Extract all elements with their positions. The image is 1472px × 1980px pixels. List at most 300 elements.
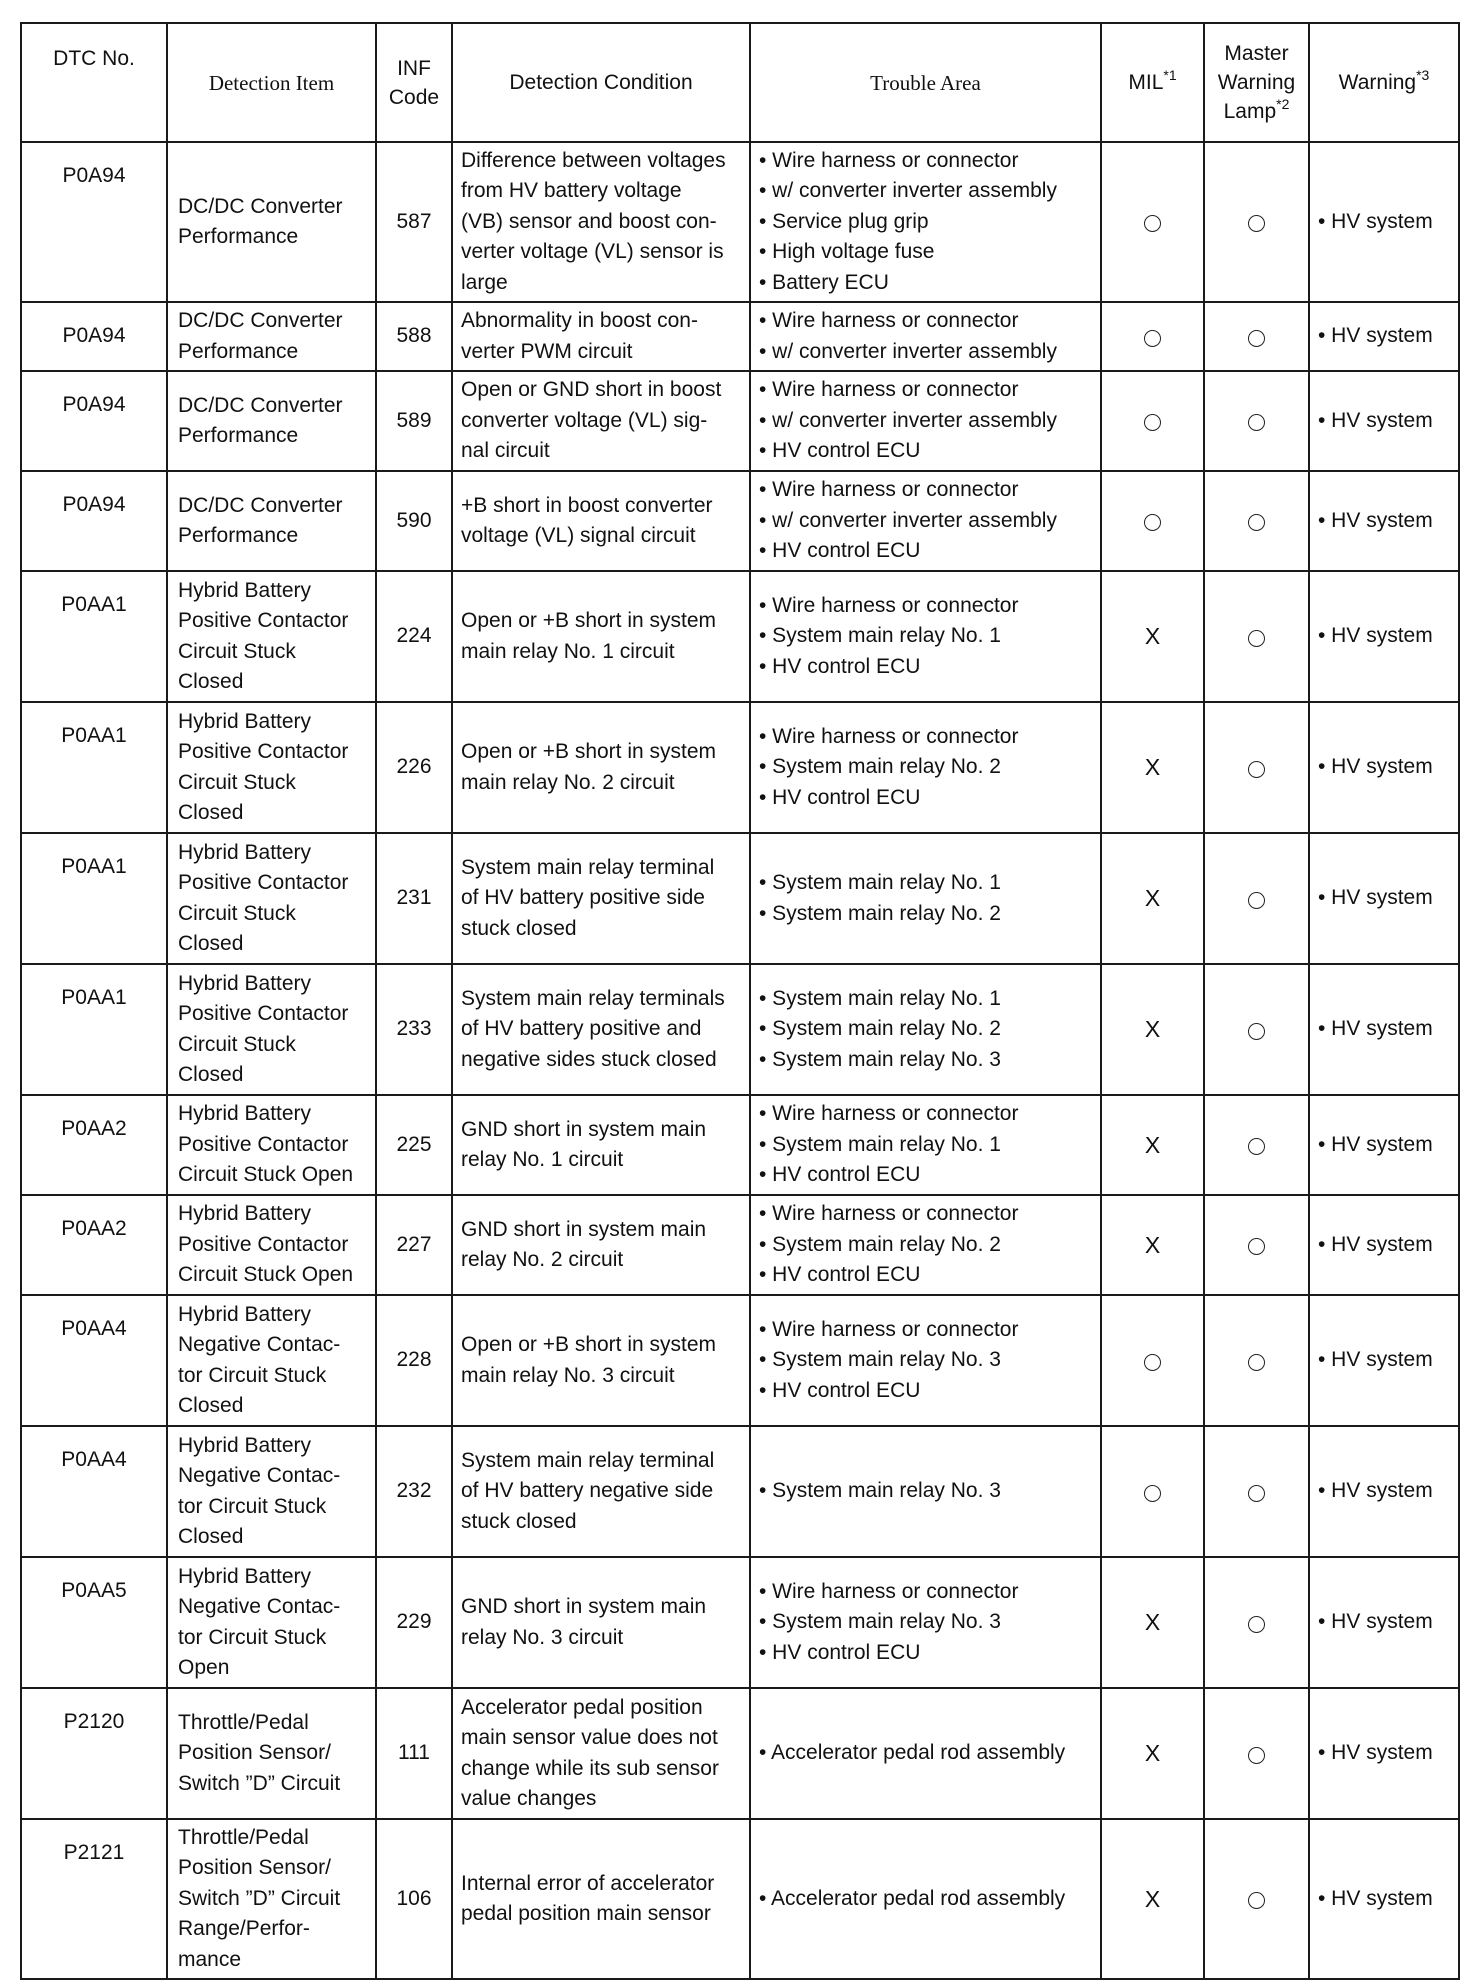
text-line: Performance [178,424,299,448]
mil-cell [1101,1819,1204,1979]
table-row [21,371,1459,471]
master-warning-circle-icon [1248,1747,1265,1764]
warning-cell [1309,833,1459,964]
header-warning-label: Warning [1338,70,1417,94]
text-line: System main relay terminals [461,986,725,1010]
table-row [21,1688,1459,1819]
warning-value: • HV system [1318,1610,1433,1634]
header-master-warning [1204,23,1309,142]
warning-cell [1309,1295,1459,1426]
master-warning-cell [1204,371,1309,471]
text-line: Performance [178,524,299,548]
detection-item-cell [167,1819,376,1979]
warning-cell [1309,142,1459,302]
text-line: Accelerator pedal position [461,1695,703,1719]
header-detection-condition: Detection Condition [452,23,750,142]
text-line: Closed [178,1524,244,1548]
text-line: Internal error of accelerator [461,1871,715,1895]
warning-value: • HV system [1318,886,1433,910]
mil-circle-icon [1144,330,1161,347]
text-line: (VB) sensor and boost con- [461,209,717,233]
text-line: GND short in system main [461,1595,707,1619]
dtc-table [20,22,1460,1980]
trouble-area-item: • Battery ECU [759,270,889,294]
master-warning-cell [1204,833,1309,964]
text-line: Hybrid Battery [178,709,312,733]
text-line: Throttle/Pedal [178,1710,309,1734]
text-line: Performance [178,339,299,363]
warning-value: • HV system [1318,1348,1433,1372]
header-master-note: *2 [1276,96,1290,112]
trouble-area-cell [750,964,1101,1095]
text-line: Throttle/Pedal [178,1826,309,1850]
detection-item-cell [167,1095,376,1195]
warning-value: • HV system [1318,1017,1433,1041]
mil-value: X [1144,1131,1161,1158]
trouble-area-item: • Wire harness or connector [759,1202,1019,1226]
detection-condition-cell [452,142,750,302]
header-row [21,23,1459,142]
trouble-area-item: • Wire harness or connector [759,724,1019,748]
text-line: relay No. 1 circuit [461,1148,624,1172]
inf-code-cell: 589 [376,371,452,471]
master-warning-cell [1204,571,1309,702]
detection-condition-cell [452,571,750,702]
inf-code-cell: 226 [376,702,452,833]
text-line: Closed [178,1062,244,1086]
dtc-cell: P0AA1 [21,571,167,702]
text-line: pedal position main sensor [461,1902,711,1926]
trouble-area-item: • System main relay No. 1 [759,624,1001,648]
warning-cell [1309,571,1459,702]
text-line: Open or +B short in system [461,609,717,633]
detection-condition-cell [452,1557,750,1688]
dtc-cell: P2121 [21,1819,167,1979]
dtc-cell: P0AA1 [21,964,167,1095]
warning-cell [1309,1819,1459,1979]
inf-code-cell: 588 [376,302,452,371]
text-line: Positive Contactor [178,871,349,895]
detection-condition-cell [452,371,750,471]
text-line: stuck closed [461,916,577,940]
text-line: value changes [461,1786,597,1810]
text-line: Position Sensor/ [178,1741,331,1765]
mil-circle-icon [1144,215,1161,232]
detection-condition-cell [452,302,750,371]
header-mil-note: *1 [1163,66,1177,83]
trouble-area-item: • High voltage fuse [759,240,935,264]
master-warning-circle-icon [1248,761,1265,778]
text-line: main relay No. 1 circuit [461,639,675,663]
warning-cell [1309,471,1459,571]
text-line: change while its sub sensor [461,1756,719,1780]
text-line: voltage (VL) signal circuit [461,524,696,548]
text-line: of HV battery positive side [461,886,705,910]
dtc-cell: P0AA1 [21,702,167,833]
trouble-area-item: • HV control ECU [759,1163,921,1187]
warning-cell [1309,1095,1459,1195]
detection-item-cell [167,471,376,571]
warning-cell [1309,1688,1459,1819]
trouble-area-item: • Wire harness or connector [759,309,1019,333]
text-line: Negative Contac- [178,1464,341,1488]
trouble-area-cell [750,1426,1101,1557]
text-line: System main relay terminal [461,855,715,879]
text-line: Hybrid Battery [178,1102,312,1126]
text-line: Positive Contactor [178,1132,349,1156]
trouble-area-item: • System main relay No. 3 [759,1047,1001,1071]
detection-condition-cell [452,1195,750,1295]
text-line: Hybrid Battery [178,971,312,995]
master-warning-circle-icon [1248,1485,1265,1502]
master-warning-cell [1204,1819,1309,1979]
warning-value: • HV system [1318,408,1433,432]
trouble-area-item: • HV control ECU [759,1263,921,1287]
text-line: Open or +B short in system [461,1333,717,1357]
text-line: relay No. 3 circuit [461,1625,624,1649]
trouble-area-item: • System main relay No. 2 [759,1017,1001,1041]
inf-code-cell: 590 [376,471,452,571]
master-warning-circle-icon [1248,1616,1265,1633]
inf-code-cell: 229 [376,1557,452,1688]
master-warning-cell [1204,302,1309,371]
header-master-label: Master Warning Lamp [1217,42,1296,123]
detection-condition-cell [452,1426,750,1557]
trouble-area-cell [750,471,1101,571]
detection-condition-cell [452,833,750,964]
detection-item-cell [167,142,376,302]
text-line: negative sides stuck closed [461,1047,717,1071]
table-row [21,702,1459,833]
master-warning-circle-icon [1248,1354,1265,1371]
detection-condition-cell [452,1295,750,1426]
text-line: Difference between voltages [461,149,726,172]
text-line: Circuit Stuck [178,1032,296,1056]
mil-cell [1101,1557,1204,1688]
detection-item-cell [167,1195,376,1295]
table-row [21,471,1459,571]
text-line: Hybrid Battery [178,840,312,864]
text-line: tor Circuit Stuck [178,1494,327,1518]
dtc-cell: P0AA2 [21,1095,167,1195]
inf-code-cell: 231 [376,833,452,964]
master-warning-cell [1204,142,1309,302]
mil-cell [1101,471,1204,571]
text-line: Switch ”D” Circuit [178,1771,341,1795]
header-dtc: DTC No. [21,23,167,142]
text-line: Closed [178,800,244,824]
text-line: Closed [178,931,244,955]
mil-value: X [1144,1231,1161,1258]
trouble-area-item: • Wire harness or connector [759,1579,1019,1603]
dtc-rows [21,142,1459,1979]
warning-value: • HV system [1318,1479,1433,1503]
text-line: Positive Contactor [178,609,349,633]
mil-circle-icon [1144,514,1161,531]
mil-cell [1101,1688,1204,1819]
dtc-cell: P0AA4 [21,1295,167,1426]
detection-condition-cell [452,471,750,571]
text-line: of HV battery positive and [461,1017,702,1041]
master-warning-circle-icon [1248,1138,1265,1155]
trouble-area-item: • w/ converter inverter assembly [759,508,1057,532]
detection-item-cell [167,702,376,833]
master-warning-cell [1204,1688,1309,1819]
inf-code-cell: 228 [376,1295,452,1426]
trouble-area-cell [750,1819,1101,1979]
trouble-area-item: • Wire harness or connector [759,1317,1019,1341]
text-line: Hybrid Battery [178,1202,312,1226]
detection-item-cell [167,1688,376,1819]
trouble-area-cell [750,702,1101,833]
inf-code-cell: 233 [376,964,452,1095]
detection-condition-cell [452,702,750,833]
inf-code-cell: 232 [376,1426,452,1557]
inf-code-cell: 227 [376,1195,452,1295]
inf-code-cell: 106 [376,1819,452,1979]
dtc-cell: P0AA4 [21,1426,167,1557]
mil-value: X [1144,754,1161,781]
trouble-area-item: • w/ converter inverter assembly [759,179,1057,203]
table-row [21,1295,1459,1426]
warning-value: • HV system [1318,209,1433,233]
detection-item-cell [167,1557,376,1688]
text-line: Circuit Stuck Open [178,1263,354,1287]
warning-value: • HV system [1318,1132,1433,1156]
detection-item-cell [167,1426,376,1557]
trouble-area-cell [750,1295,1101,1426]
trouble-area-item: • Accelerator pedal rod assembly [759,1886,1066,1910]
warning-cell [1309,371,1459,471]
dtc-cell: P0AA1 [21,833,167,964]
text-line: Performance [178,225,299,249]
text-line: Circuit Stuck [178,639,296,663]
trouble-area-cell [750,142,1101,302]
mil-circle-icon [1144,1354,1161,1371]
master-warning-cell [1204,1295,1309,1426]
trouble-area-item: • System main relay No. 3 [759,1479,1001,1503]
warning-value: • HV system [1318,755,1433,779]
text-line: Hybrid Battery [178,1433,312,1457]
text-line: of HV battery negative side [461,1479,714,1503]
header-mil [1101,23,1204,142]
trouble-area-item: • System main relay No. 2 [759,1232,1001,1256]
mil-cell [1101,1095,1204,1195]
text-line: nal circuit [461,439,550,463]
warning-cell [1309,1195,1459,1295]
trouble-area-item: • System main relay No. 3 [759,1610,1001,1634]
trouble-area-item: • HV control ECU [759,439,921,463]
trouble-area-item: • Wire harness or connector [759,149,1019,172]
trouble-area-item: • Wire harness or connector [759,593,1019,617]
text-line: Range/Perfor- [178,1917,310,1941]
trouble-area-item: • System main relay No. 3 [759,1348,1001,1372]
master-warning-circle-icon [1248,330,1265,347]
master-warning-circle-icon [1248,630,1265,647]
text-line: Hybrid Battery [178,1302,312,1326]
master-warning-circle-icon [1248,1238,1265,1255]
dtc-cell: P0A94 [21,371,167,471]
text-line: Closed [178,669,244,693]
text-line: Negative Contac- [178,1333,341,1357]
mil-cell [1101,964,1204,1095]
table-row [21,1819,1459,1979]
warning-value: • HV system [1318,508,1433,532]
text-line: DC/DC Converter [178,393,343,417]
master-warning-cell [1204,1095,1309,1195]
text-line: Open or +B short in system [461,740,717,764]
trouble-area-cell [750,1095,1101,1195]
mil-value: X [1144,1740,1161,1767]
master-warning-circle-icon [1248,414,1265,431]
warning-cell [1309,964,1459,1095]
header-detection-item: Detection Item [167,23,376,142]
text-line: Open or GND short in boost [461,378,722,402]
text-line: verter voltage (VL) sensor is [461,240,724,264]
trouble-area-item: • HV control ECU [759,539,921,563]
dtc-cell: P0A94 [21,302,167,371]
text-line: Hybrid Battery [178,578,312,602]
text-line: Switch ”D” Circuit [178,1886,341,1910]
text-line: Position Sensor/ [178,1856,331,1880]
header-trouble-area: Trouble Area [750,23,1101,142]
trouble-area-item: • Wire harness or connector [759,1102,1019,1126]
master-warning-cell [1204,1557,1309,1688]
detection-item-cell [167,571,376,702]
text-line: Open [178,1655,230,1679]
table-row [21,571,1459,702]
dtc-cell: P2120 [21,1688,167,1819]
detection-item-cell [167,371,376,471]
text-line: verter PWM circuit [461,339,633,363]
dtc-cell: P0A94 [21,471,167,571]
mil-value: X [1144,1609,1161,1636]
header-warning [1309,23,1459,142]
master-warning-circle-icon [1248,1023,1265,1040]
trouble-area-cell [750,371,1101,471]
dtc-table-sheet [20,22,1458,1980]
mil-cell [1101,571,1204,702]
warning-value: • HV system [1318,1886,1433,1910]
trouble-area-item: • HV control ECU [759,654,921,678]
text-line: DC/DC Converter [178,493,343,517]
mil-value: X [1144,1016,1161,1043]
table-row [21,302,1459,371]
master-warning-circle-icon [1248,514,1265,531]
mil-cell [1101,1295,1204,1426]
text-line: Positive Contactor [178,1002,349,1026]
table-row [21,964,1459,1095]
text-line: Closed [178,1393,244,1417]
trouble-area-cell [750,302,1101,371]
mil-cell [1101,142,1204,302]
detection-condition-cell [452,1688,750,1819]
trouble-area-item: • Wire harness or connector [759,478,1019,502]
warning-cell [1309,1557,1459,1688]
warning-cell [1309,302,1459,371]
trouble-area-item: • Service plug grip [759,209,929,233]
text-line: Negative Contac- [178,1595,341,1619]
mil-circle-icon [1144,414,1161,431]
text-line: tor Circuit Stuck [178,1363,327,1387]
warning-value: • HV system [1318,624,1433,648]
trouble-area-item: • w/ converter inverter assembly [759,408,1057,432]
text-line: DC/DC Converter [178,309,343,333]
master-warning-circle-icon [1248,215,1265,232]
table-row [21,1195,1459,1295]
text-line: mance [178,1947,242,1971]
mil-cell [1101,302,1204,371]
master-warning-cell [1204,1426,1309,1557]
text-line: from HV battery voltage [461,179,682,203]
text-line: large [461,270,508,294]
table-row [21,142,1459,302]
trouble-area-cell [750,1195,1101,1295]
mil-value: X [1144,885,1161,912]
warning-cell [1309,702,1459,833]
table-row [21,1557,1459,1688]
text-line: Circuit Stuck [178,770,296,794]
inf-code-cell: 225 [376,1095,452,1195]
detection-condition-cell [452,1819,750,1979]
trouble-area-item: • System main relay No. 1 [759,986,1001,1010]
dtc-cell: P0AA2 [21,1195,167,1295]
trouble-area-item: • HV control ECU [759,785,921,809]
text-line: +B short in boost converter [461,493,713,517]
text-line: Circuit Stuck [178,901,296,925]
trouble-area-item: • w/ converter inverter assembly [759,339,1057,363]
text-line: converter voltage (VL) sig- [461,408,708,432]
text-line: Abnormality in boost con- [461,309,698,333]
table-row [21,833,1459,964]
trouble-area-item: • System main relay No. 2 [759,901,1001,925]
detection-condition-cell [452,964,750,1095]
text-line: Positive Contactor [178,740,349,764]
mil-value: X [1144,1885,1161,1912]
text-line: main sensor value does not [461,1726,718,1750]
header-mil-label: MIL [1128,70,1164,94]
warning-value: • HV system [1318,324,1433,348]
dtc-cell: P0AA5 [21,1557,167,1688]
master-warning-cell [1204,1195,1309,1295]
dtc-cell: P0A94 [21,142,167,302]
trouble-area-cell [750,1688,1101,1819]
master-warning-circle-icon [1248,1892,1265,1909]
mil-cell [1101,1195,1204,1295]
inf-code-cell: 111 [376,1688,452,1819]
trouble-area-item: • Wire harness or connector [759,378,1019,402]
detection-condition-cell [452,1095,750,1195]
master-warning-cell [1204,964,1309,1095]
inf-code-cell: 587 [376,142,452,302]
warning-value: • HV system [1318,1232,1433,1256]
header-warning-note: *3 [1416,66,1430,83]
table-row [21,1095,1459,1195]
trouble-area-cell [750,571,1101,702]
text-line: relay No. 2 circuit [461,1248,624,1272]
text-line: System main relay terminal [461,1448,715,1472]
master-warning-cell [1204,471,1309,571]
mil-value: X [1144,623,1161,650]
detection-item-cell [167,1295,376,1426]
trouble-area-item: • System main relay No. 1 [759,871,1001,895]
warning-value: • HV system [1318,1741,1433,1765]
text-line: Positive Contactor [178,1232,349,1256]
text-line: main relay No. 3 circuit [461,1363,675,1387]
table-row [21,1426,1459,1557]
detection-item-cell [167,964,376,1095]
trouble-area-item: • System main relay No. 1 [759,1132,1001,1156]
